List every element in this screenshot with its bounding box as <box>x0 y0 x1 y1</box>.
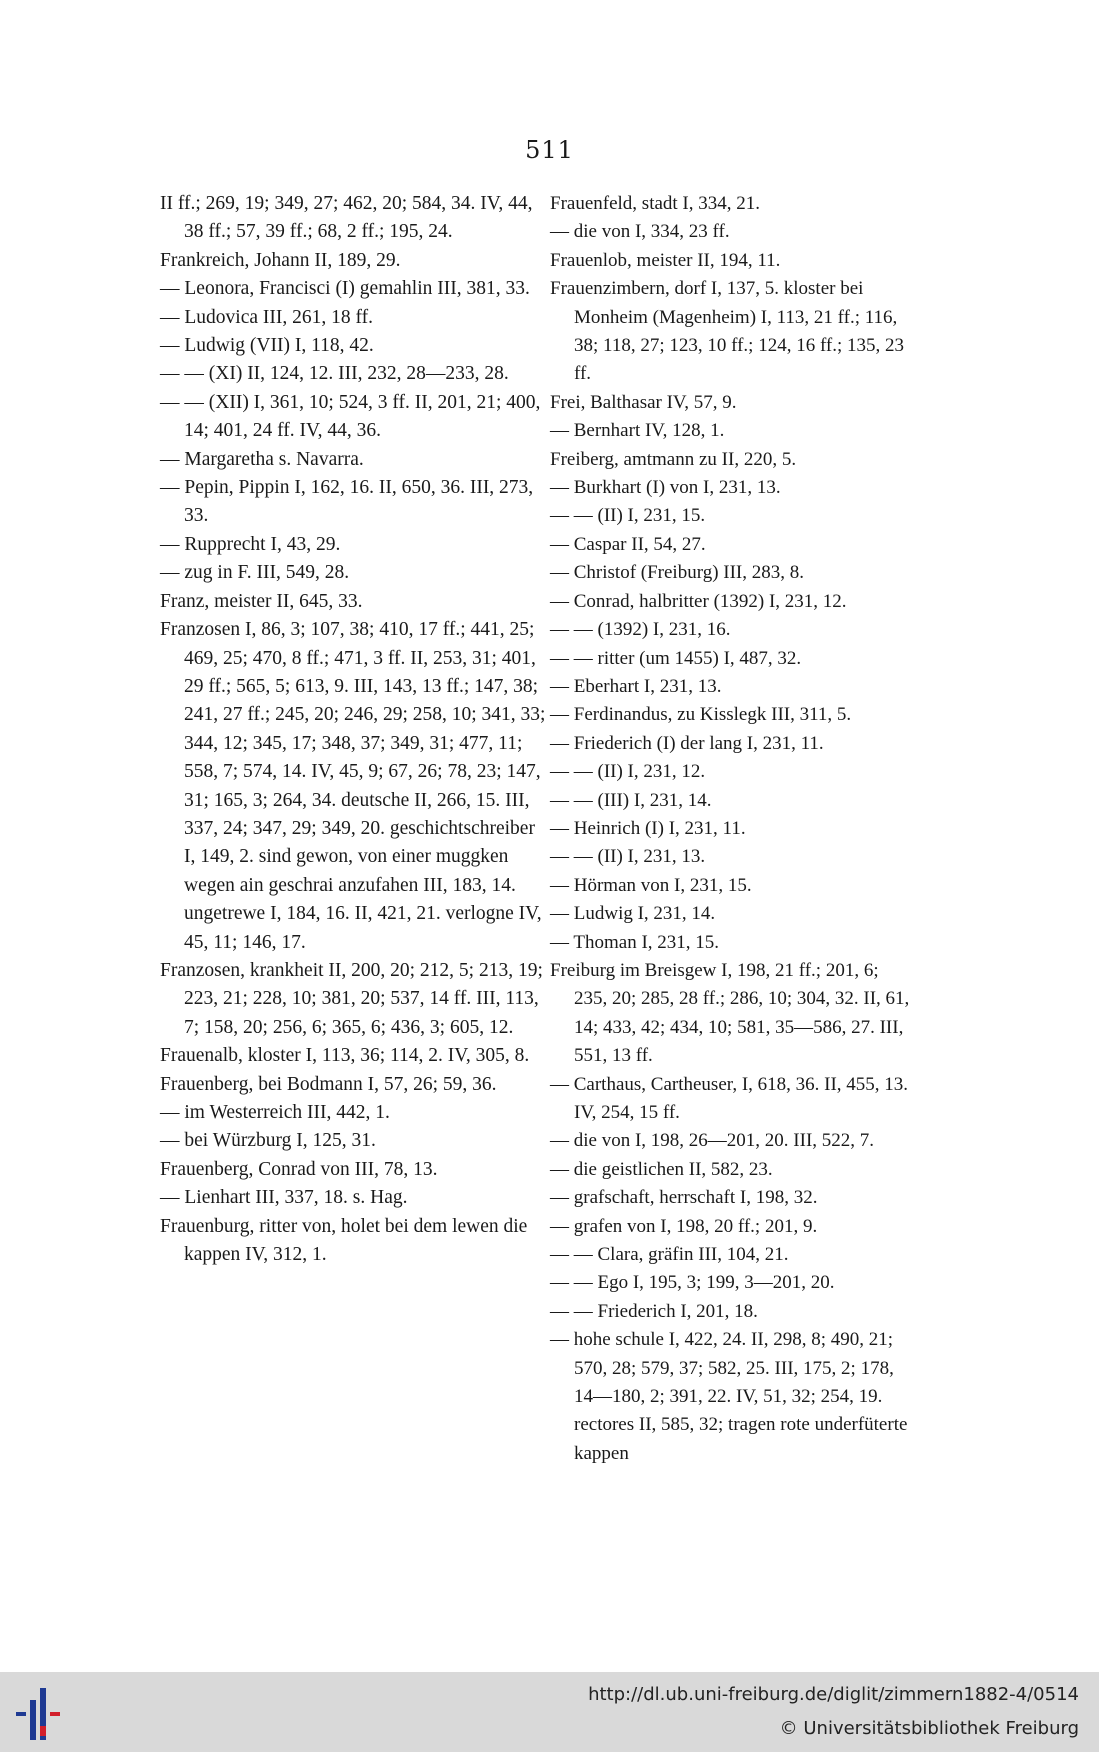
index-entry: — Pepin, Pippin I, 162, 16. II, 650, 36. III, 273, 33. <box>160 477 534 527</box>
footer-bar <box>0 1672 1099 1752</box>
index-entry: — Hörman von I, 231, 15. <box>550 874 752 896</box>
index-entry: — — (XII) I, 361, 10; 524, 3 ff. II, 201, 21; 400, 14; 401, 24 ff. IV, 44, 36. <box>160 391 541 442</box>
index-column-left <box>160 190 550 1269</box>
index-entry: Frauenberg, Conrad von III, 78, 13. <box>160 1158 438 1180</box>
index-entry: — im Westerreich III, 442, 1. <box>160 1102 390 1123</box>
index-entry: Frankreich, Johann II, 189, 29. <box>160 249 401 271</box>
index-entry: — Ludwig (VII) I, 118, 42. <box>160 335 374 357</box>
index-entry: Frauenalb, kloster I, 113, 36; 114, 2. IV, 305, 8. <box>160 1045 530 1067</box>
index-entry: Frauenburg, ritter von, holet bei dem lewen die kappen IV, 312, 1. <box>160 1215 528 1266</box>
index-entry: Frauenfeld, stadt I, 334, 21. <box>550 193 761 214</box>
index-entry: — — Ego I, 195, 3; 199, 3—201, 20. <box>550 1272 835 1294</box>
index-entry: — Carthaus, Cartheuser, I, 618, 36. II, 455, 13. IV, 254, 15 ff. <box>550 1073 909 1123</box>
index-entry: — Friederich (I) der lang I, 231, 11. <box>550 732 824 754</box>
index-entry: — Heinrich (I) I, 231, 11. <box>550 817 746 839</box>
index-entry: — Eberhart I, 231, 13. <box>550 675 722 697</box>
index-entry: — — (II) I, 231, 15. <box>550 505 706 527</box>
index-entry: — die von I, 334, 23 ff. <box>550 221 730 243</box>
index-entry: Freiburg im Breisgew I, 198, 21 ff.; 201, 6; 235, 20; 285, 28 ff.; 286, 10; 304, 32. II, 61, 14; 433, 42; 434, 10; 581, 35—586, 27. III, 551, 13 ff. <box>550 959 910 1067</box>
index-entry: — Bernhart IV, 128, 1. <box>550 420 725 442</box>
index-column-right <box>550 190 910 1468</box>
index-entry: — Leonora, Francisci (I) gemahlin III, 381, 33. <box>160 278 530 300</box>
index-entry: — Ferdinandus, zu Kisslegk III, 311, 5. <box>550 704 852 726</box>
index-entry: — Thoman I, 231, 15. <box>550 931 720 953</box>
index-entry: Frei, Balthasar IV, 57, 9. <box>550 391 737 413</box>
index-entry: — die von I, 198, 26—201, 20. III, 522, 7. <box>550 1130 875 1152</box>
index-entry: — — Friederich I, 201, 18. <box>550 1300 758 1322</box>
index-entry: — — ritter (um 1455) I, 487, 32. <box>550 647 802 669</box>
index-entry: — Burkhart (I) von I, 231, 13. <box>550 477 781 499</box>
index-entry: — — (XI) II, 124, 12. III, 232, 28—233, 28. <box>160 363 509 385</box>
index-entry: — Lienhart III, 337, 18. s. Hag. <box>160 1187 408 1209</box>
index-entry: — Conrad, halbritter (1392) I, 231, 12. <box>550 590 847 612</box>
index-entry: — grafen von I, 198, 20 ff.; 201, 9. <box>550 1215 818 1237</box>
index-entry: — grafschaft, herrschaft I, 198, 32. <box>550 1187 818 1209</box>
source-url[interactable]: http://dl.ub.uni-freiburg.de/diglit/zimmern1882-4/0514 <box>588 1684 1079 1705</box>
index-entry: — — (II) I, 231, 12. <box>550 761 706 783</box>
index-entry: Freiberg, amtmann zu II, 220, 5. <box>550 448 797 470</box>
index-entry: Frauenberg, bei Bodmann I, 57, 26; 59, 36. <box>160 1073 497 1095</box>
index-entry: — Caspar II, 54, 27. <box>550 533 706 555</box>
page-number: 511 <box>525 136 574 164</box>
index-entry: Franzosen, krankheit II, 200, 20; 212, 5; 213, 19; 223, 21; 228, 10; 381, 20; 537, 14 ff. III, 113, 7; 158, 20; 256, 6; 365, 6; 436, 3; 605, 12. <box>160 959 543 1038</box>
index-entry: Frauenzimbern, dorf I, 137, 5. kloster bei Monheim (Magenheim) I, 113, 21 ff.; 116, 38; 118, 27; 123, 10 ff.; 124, 16 ff.; 135, 23 ff. <box>550 278 905 385</box>
index-entry: — Rupprecht I, 43, 29. <box>160 533 341 555</box>
index-entry: II ff.; 269, 19; 349, 27; 462, 20; 584, 34. IV, 44, 38 ff.; 57, 39 ff.; 68, 2 ff.; 195, 24. <box>160 193 533 243</box>
copyright-notice: © Universitätsbibliothek Freiburg <box>779 1718 1079 1739</box>
index-entry: — Christof (Freiburg) III, 283, 8. <box>550 562 805 584</box>
index-entry: — — (1392) I, 231, 16. <box>550 619 731 641</box>
index-entry: Franz, meister II, 645, 33. <box>160 590 363 612</box>
index-entry: Franzosen I, 86, 3; 107, 38; 410, 17 ff.; 441, 25; 469, 25; 470, 8 ff.; 471, 3 ff. II, 253, 31; 401, 29 ff.; 565, 5; 613, 9. III, 143, 13 ff.; 147, 38; 241, 27 ff.; 245, 20; 246, 29; 258, 10; 341, 33; 344, 12; 345, 17; 348, 37; 349, 31; 477, 11; 558, 7; 574, 14. IV, 45, 9; 67, 26; 78, 23; 147, 31; 165, 3; 264, 34. deutsche II, 266, 15. III, 337, 24; 347, 29; 349, 20. geschichtschreiber I, 149, 2. sind gewon, von einer muggken wegen ain geschrai anzufahen III, 183, 14. ungetrewe I, 184, 16. II, 421, 21. verlogne IV, 45, 11; 146, 17. <box>160 619 546 953</box>
index-entry: — — Clara, gräfin III, 104, 21. <box>550 1244 789 1266</box>
index-entry: — bei Würzburg I, 125, 31. <box>160 1130 376 1152</box>
index-entry: Frauenlob, meister II, 194, 11. <box>550 249 781 271</box>
index-entry: — zug in F. III, 549, 28. <box>160 562 350 584</box>
index-entry: — hohe schule I, 422, 24. II, 298, 8; 490, 21; 570, 28; 579, 37; 582, 25. III, 175, 2; 178, 14—180, 2; 391, 22. IV, 51, 32; 254, 19. rectores II, 585, 32; tragen rote underfüterte kappen <box>550 1329 908 1464</box>
library-logo-icon <box>12 1686 72 1742</box>
index-entry: — — (II) I, 231, 13. <box>550 846 706 868</box>
index-entry: — Ludwig I, 231, 14. <box>550 903 716 925</box>
index-entry: — — (III) I, 231, 14. <box>550 789 712 811</box>
index-entry: — Ludovica III, 261, 18 ff. <box>160 306 374 328</box>
index-entry: — Margaretha s. Navarra. <box>160 448 364 470</box>
index-entry: — die geistlichen II, 582, 23. <box>550 1158 773 1180</box>
